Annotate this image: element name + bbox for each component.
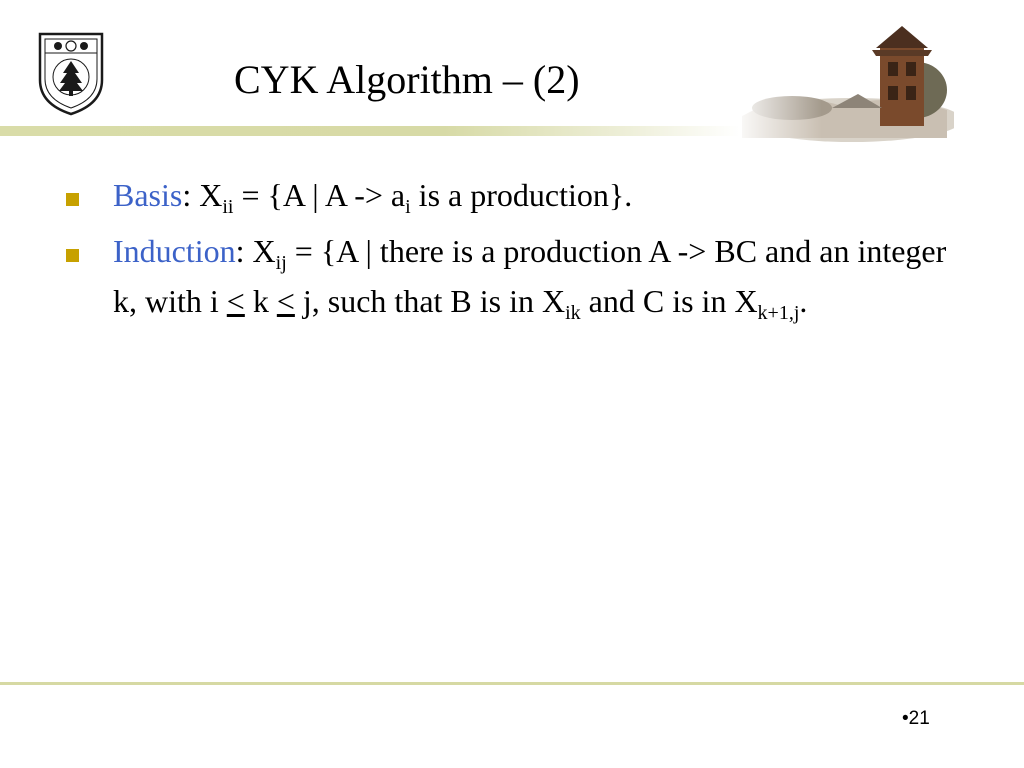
period: . <box>799 283 808 319</box>
subscript-ik: ik <box>565 302 581 324</box>
subscript-ii: ii <box>222 196 234 218</box>
basis-set-start: = {A | A -> a <box>233 177 406 213</box>
induction-text-2: j, such that B is in X <box>294 283 566 319</box>
page-number: •21 <box>902 708 930 729</box>
subscript-k1j: k+1,j <box>757 302 800 324</box>
term-basis: Basis <box>113 177 183 213</box>
colon: : <box>182 177 192 213</box>
subscript-ij: ij <box>275 252 287 274</box>
var-x: X <box>252 233 276 269</box>
title-divider <box>0 126 740 136</box>
bullet-induction <box>60 226 960 326</box>
leq-symbol: < <box>276 283 295 319</box>
square-bullet-icon <box>66 193 79 206</box>
bullet-list <box>60 170 960 332</box>
nanjing-university-logo <box>36 30 106 116</box>
induction-text-3: and C is in X <box>580 283 758 319</box>
leq-symbol: < <box>226 283 245 319</box>
var-x: X <box>199 177 223 213</box>
square-bullet-icon <box>66 249 79 262</box>
bullet-basis <box>60 170 960 220</box>
term-induction: Induction <box>113 233 236 269</box>
campus-tower-image <box>732 20 954 142</box>
subscript-i: i <box>405 196 411 218</box>
induction-text-1: = {A | there is a production A -> BC and an integer k, with i <box>113 233 947 319</box>
induction-k: k <box>244 283 277 319</box>
footer-divider <box>0 682 1024 685</box>
basis-set-end: is a production}. <box>410 177 633 213</box>
colon: : <box>235 233 245 269</box>
slide-title: CYK Algorithm – (2) <box>234 57 580 102</box>
